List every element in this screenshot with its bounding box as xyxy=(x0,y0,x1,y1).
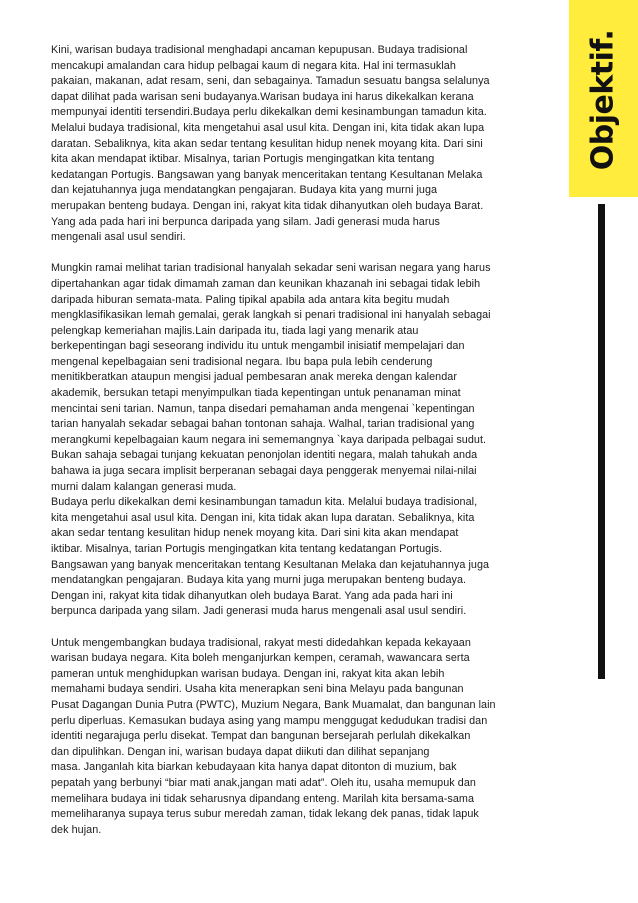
article-body xyxy=(51,43,547,838)
sidebar-title: Objektif. xyxy=(585,29,621,171)
sidebar-vertical-rule xyxy=(598,204,605,679)
paragraph-2: Mungkin ramai melihat tarian tradisional hanyalah sekadar seni warisan negara yang harus dipertahankan agar tidak dimamah zaman dan keunikan khazanah ini sebagai tidak lebih daripada hiburan semata-mata. Paling tipikal apabila ada antara kita begitu mudah mengklasifikasikan lemah gemalai, gerak langkah si penari tradisional ini hanyalah sebagai pelengkap kemeriahan majlis.Lain daripada itu, tiada lagi yang menarik atau berkepentingan bagi seseorang individu itu untuk mengambil inisiatif mempelajari dan mengenal kepelbagaian seni tradisional negara. Ibu bapa pula lebih cenderung menitikberatkan ataupun mengisi jadual pembesaran anak mereka dengan kalendar akademik, bersukan tetapi menyimpulkan tiada kepentingan untuk penanaman minat mencintai seni tarian. Namun, tanpa disedari pemahaman anda mengenai `kepentingan tarian hanyalah sekadar sebagai bahan tontonan sahaja. Walhal, tarian tradisional yang merangkumi kepelbagaian kaum negara ini sememangnya `kaya daripada pelbagai sudut. Bukan sahaja sebagai tunjang kekuatan penonjolan identiti negara, malah tahukah anda bahawa ia juga secara implisit berperanan sebagai daya penggerak menyemai nilai-nilai murni dalam kalangan generasi muda. xyxy=(51,262,491,493)
paragraph-3: Budaya perlu dikekalkan demi kesinambungan tamadun kita. Melalui budaya tradisional, kita mengetahui asal usul kita. Dengan ini, kita tidak akan lupa daratan. Sebaliknya, kita akan sedar tentang kesulitan hidup nenek moyang kita. Dari sini kita akan mendapat iktibar. Misalnya, tarian Portugis mengingatkan kita tentang kedatangan Portugis. Bangsawan yang banyak menceritakan tentang Kesultanan Melaka dan kejatuhannya juga mendatangkan pengajaran. Budaya kita yang murni juga merupakan benteng budaya. Dengan ini, rakyat kita tidak dihanyutkan oleh budaya Barat. Yang ada pada hari ini berpunca daripada yang silam. Jadi generasi muda harus mengenali asal usul sendiri. xyxy=(51,496,490,618)
paragraph-1: Kini, warisan budaya tradisional menghadapi ancaman kepupusan. Budaya tradisional mencakupi amalandan cara hidup pelbagai kaum di negara kita. Hal ini termasuklah pakaian, makanan, adat resam, seni, dan sebagainya. Tamadun sesuatu bangsa selalunya dapat dilihat pada warisan seni budayanya.Warisan budaya ini harus dikekalkan kerana mempunyai identiti tersendiri.Budaya perlu dikekalkan demi kesinambungan tamadun kita. Melalui budaya tradisional, kita mengetahui asal usul kita. Dengan ini, kita tidak akan lupa daratan. Sebaliknya, kita akan sedar tentang kesulitan hidup nenek moyang kita. Dari sini kita akan mendapat iktibar. Misalnya, tarian Portugis mengingatkan kita tentang kedatangan Portugis. Bangsawan yang banyak menceritakan tentang Kesultanan Melaka dan kejatuhannya juga mendatangkan pengajaran. Budaya kita yang murni juga merupakan benteng budaya. Dengan ini, rakyat kita tidak dihanyutkan oleh budaya Barat. Yang ada pada hari ini berpunca daripada yang silam. Jadi generasi muda harus mengenali asal usul sendiri. xyxy=(51,44,490,244)
paragraph-4: Untuk mengembangkan budaya tradisional, rakyat mesti didedahkan kepada kekayaan warisan budaya negara. Kita boleh menganjurkan kempen, ceramah, wawancara serta pameran untuk menghidupkan warisan budaya. Dengan ini, rakyat kita akan lebih memahami budaya sendiri. Usaha kita menerapkan seni bina Melayu pada bangunan Pusat Dagangan Dunia Putra (PWTC), Muzium Negara, Bank Muamalat, dan bangunan lain perlu diperluas. Kemasukan budaya asing yang mampu menggugat kedudukan tradisi dan identiti negarajuga perlu disekat. Tempat dan bangunan bersejarah perlulah dikekalkan dan dipulihkan. Dengan ini, warisan budaya dapat diikuti dan dilihat sepanjang masa. Janganlah kita biarkan kebudayaan kita hanya dapat ditonton di muzium, bak pepatah yang berbunyi “biar mati anak,jangan mati adat”. Oleh itu, usaha memupuk dan memelihara budaya ini tidak seharusnya dipandang enteng. Marilah kita bersama-sama memeliharanya supaya terus subur meredah zaman, tidak lekang dek panas, tidak lapuk dek hujan. xyxy=(51,636,496,836)
